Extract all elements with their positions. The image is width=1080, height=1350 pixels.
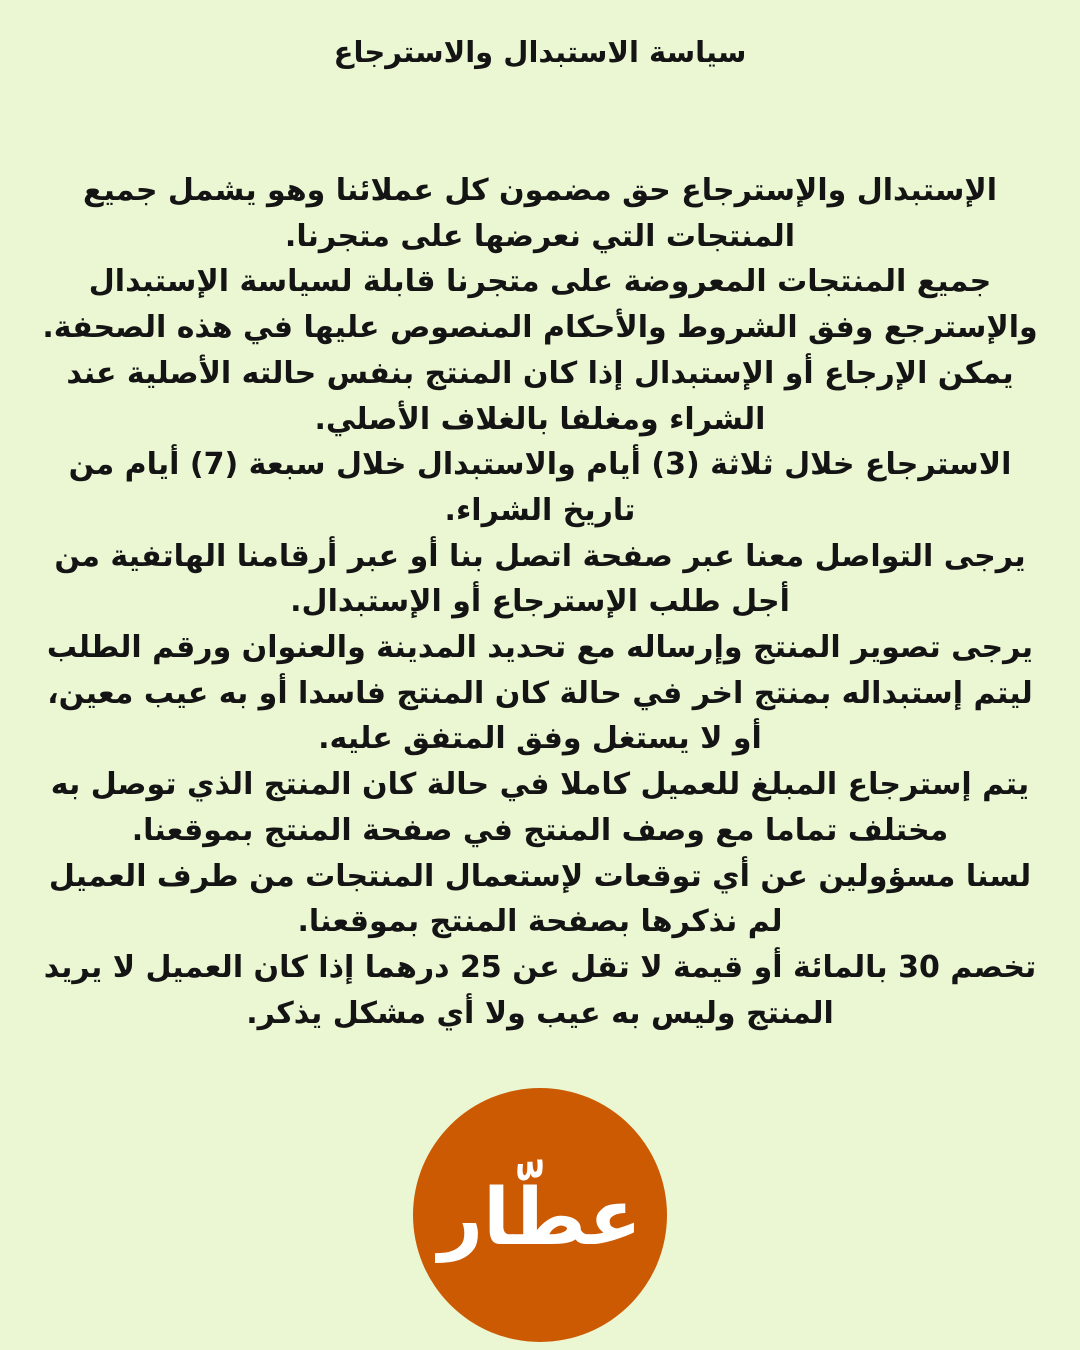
policy-line: أو لا يستغل وفق المتفق عليه. [318, 721, 762, 757]
policy-line: مختلف تماما مع وصف المنتج في صفحة المنتج بموقعنا. [131, 812, 949, 848]
policy-line: تاريخ الشراء. [444, 492, 636, 528]
page-title: سياسة الاستبدال والاسترجاع [333, 35, 747, 69]
brand-logo [413, 1088, 667, 1342]
policy-line: لسنا مسؤولين عن أي توقعات لإستعمال المنتجات من طرف العميل [48, 858, 1032, 894]
policy-line: المنتج وليس به عيب ولا أي مشكل يذكر. [246, 995, 834, 1031]
policy-line: يرجى تصوير المنتج وإرساله مع تحديد المدينة والعنوان ورقم الطلب [46, 630, 1034, 666]
policy-line: يمكن الإرجاع أو الإستبدال إذا كان المنتج بنفس حالته الأصلية عند [66, 355, 1014, 391]
policy-line: لم نذكرها بصفحة المنتج بموقعنا. [297, 904, 783, 940]
policy-line: يرجى التواصل معنا عبر صفحة اتصل بنا أو عبر أرقامنا الهاتفية من [54, 538, 1026, 574]
policy-text [40, 168, 1040, 1036]
policy-line: المنتجات التي نعرضها على متجرنا. [284, 218, 796, 254]
policy-line: ليتم إستبداله بمنتج اخر في حالة كان المنتج فاسدا أو به عيب معين، [47, 675, 1033, 711]
policy-line: الاسترجاع خلال ثلاثة (3) أيام والاستبدال خلال سبعة (7) أيام من [68, 447, 1012, 483]
policy-line: يتم إسترجاع المبلغ للعميل كاملا في حالة كان المنتج الذي توصل به [50, 767, 1030, 803]
policy-line: تخصم 30 بالمائة أو قيمة لا تقل عن 25 درهما إذا كان العميل لا يريد [43, 949, 1037, 985]
policy-line: جميع المنتجات المعروضة على متجرنا قابلة لسياسة الإستبدال [88, 264, 992, 300]
brand-logo-text: عطّار [438, 1173, 642, 1263]
policy-line: والإسترجع وفق الشروط والأحكام المنصوص عليها في هذه الصحفة. [42, 310, 1038, 346]
policy-line: الإستبدال والإسترجاع حق مضمون كل عملائنا وهو يشمل جميع [83, 173, 997, 208]
policy-line: أجل طلب الإسترجاع أو الإستبدال. [290, 584, 790, 620]
policy-line: الشراء ومغلفا بالغلاف الأصلي. [314, 401, 766, 437]
